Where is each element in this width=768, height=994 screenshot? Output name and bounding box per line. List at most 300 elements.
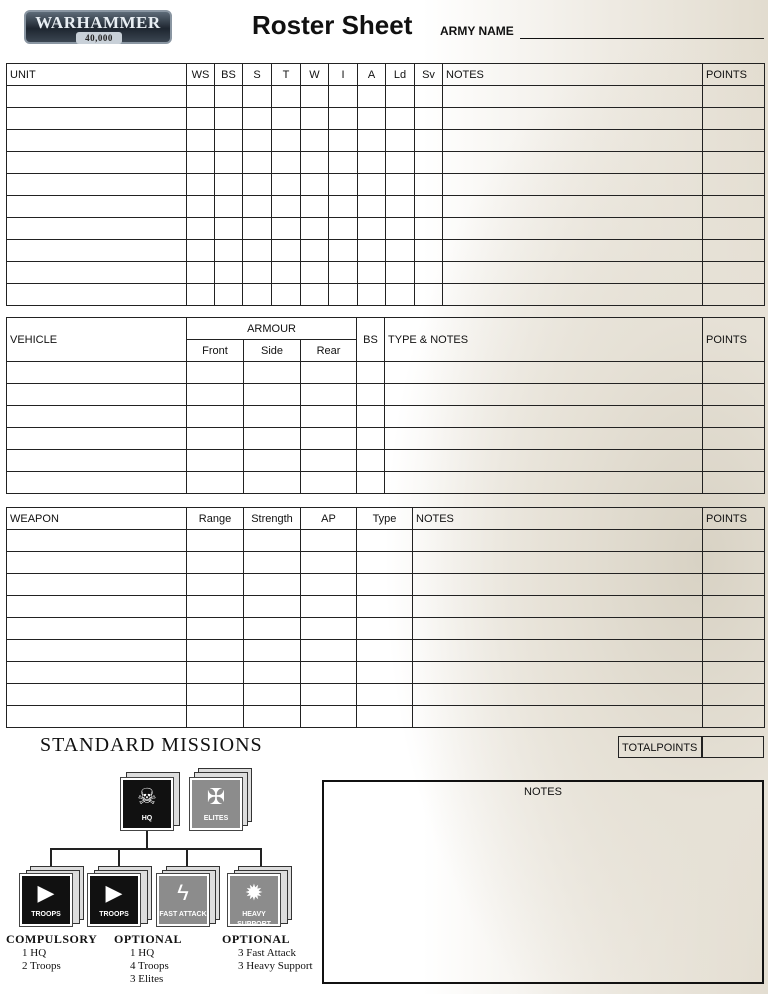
vehicle-entry-cell[interactable] [301,428,357,450]
unit-entry-cell[interactable] [187,284,215,306]
weapon-entry-cell[interactable] [413,706,703,728]
unit-row [7,86,765,108]
weapon-entry-cell[interactable] [187,662,244,684]
unit-row [7,262,765,284]
unit-entry-cell[interactable] [443,240,703,262]
weapon-entry-cell[interactable] [357,662,413,684]
units-header-cell: WS [187,64,215,86]
elites-card [190,778,242,830]
unit-entry-cell[interactable] [301,152,329,174]
armour-front-header: Front [187,340,244,362]
unit-entry-cell[interactable] [329,130,358,152]
unit-entry-cell[interactable] [215,240,243,262]
unit-entry-cell[interactable] [443,152,703,174]
unit-entry-cell[interactable] [7,284,187,306]
weapon-entry-cell[interactable] [7,706,187,728]
vehicle-points-header: POINTS [703,318,765,362]
unit-entry-cell[interactable] [272,284,301,306]
weapon-entry-cell[interactable] [244,684,301,706]
vehicle-entry-cell[interactable] [301,384,357,406]
units-header-cell: A [358,64,386,86]
army-name-label: ARMY NAME [440,24,514,38]
weapon-entry-cell[interactable] [187,640,244,662]
weapon-entry-cell[interactable] [357,640,413,662]
group-item: 1 HQ [22,947,47,959]
weapon-entry-cell[interactable] [357,574,413,596]
skull-icon: ☠ [137,784,157,809]
unit-entry-cell[interactable] [215,108,243,130]
lightning-icon: ϟ [177,880,189,905]
vehicle-entry-cell[interactable] [7,362,187,384]
unit-entry-cell[interactable] [301,130,329,152]
weapon-entry-cell[interactable] [413,574,703,596]
vehicle-entry-cell[interactable] [703,472,765,494]
unit-entry-cell[interactable] [272,196,301,218]
vehicle-entry-cell[interactable] [385,450,703,472]
unit-entry-cell[interactable] [272,262,301,284]
unit-entry-cell[interactable] [386,262,415,284]
type-notes-header: TYPE & NOTES [385,318,703,362]
total-points-field[interactable] [702,736,764,758]
weapon-entry-cell[interactable] [357,618,413,640]
unit-entry-cell[interactable] [703,240,765,262]
weapon-entry-cell[interactable] [413,640,703,662]
armour-header: ARMOUR [187,318,357,340]
weapon-entry-cell[interactable] [413,662,703,684]
unit-entry-cell[interactable] [415,86,443,108]
unit-entry-cell[interactable] [7,152,187,174]
weapon-entry-cell[interactable] [187,574,244,596]
warhammer-40000-logo [24,10,172,44]
unit-entry-cell[interactable] [703,262,765,284]
page-title: Roster Sheet [252,10,413,40]
weapon-entry-cell[interactable] [187,596,244,618]
unit-entry-cell[interactable] [7,240,187,262]
weapon-row [7,684,765,706]
unit-entry-cell[interactable] [329,108,358,130]
vehicle-entry-cell[interactable] [703,406,765,428]
weapons-header-cell: Range [187,508,244,530]
optional-group-1 [114,932,182,986]
vehicle-entry-cell[interactable] [7,428,187,450]
group-item: 3 Heavy Support [238,960,313,972]
weapon-entry-cell[interactable] [301,552,357,574]
unit-entry-cell[interactable] [7,218,187,240]
unit-entry-cell[interactable] [272,152,301,174]
unit-entry-cell[interactable] [272,218,301,240]
weapon-entry-cell[interactable] [7,552,187,574]
units-header-cell: POINTS [703,64,765,86]
unit-entry-cell[interactable] [358,108,386,130]
unit-row [7,196,765,218]
units-table [6,63,765,306]
vehicle-entry-cell[interactable] [385,362,703,384]
vehicle-entry-cell[interactable] [187,450,244,472]
unit-entry-cell[interactable] [187,86,215,108]
fast-attack-card [157,874,209,926]
notes-box[interactable] [322,780,764,984]
troops-card-label: TROOPS [99,911,129,918]
unit-entry-cell[interactable] [703,196,765,218]
unit-entry-cell[interactable] [187,130,215,152]
unit-entry-cell[interactable] [215,86,243,108]
unit-entry-cell[interactable] [243,218,272,240]
unit-entry-cell[interactable] [301,240,329,262]
weapon-entry-cell[interactable] [244,596,301,618]
weapon-entry-cell[interactable] [7,596,187,618]
unit-entry-cell[interactable] [7,174,187,196]
weapon-entry-cell[interactable] [301,662,357,684]
vehicle-entry-cell[interactable] [357,472,385,494]
unit-entry-cell[interactable] [386,86,415,108]
unit-entry-cell[interactable] [215,196,243,218]
group-item: 1 HQ [130,947,155,959]
weapon-entry-cell[interactable] [187,684,244,706]
unit-entry-cell[interactable] [415,240,443,262]
unit-entry-cell[interactable] [415,108,443,130]
vehicle-entry-cell[interactable] [187,428,244,450]
vehicles-table [6,317,765,494]
weapon-entry-cell[interactable] [7,662,187,684]
weapon-entry-cell[interactable] [413,530,703,552]
unit-entry-cell[interactable] [443,130,703,152]
vehicle-row [7,406,765,428]
vehicle-header: VEHICLE [7,318,187,362]
vehicle-entry-cell[interactable] [7,472,187,494]
unit-entry-cell[interactable] [301,284,329,306]
unit-entry-cell[interactable] [243,152,272,174]
vehicle-entry-cell[interactable] [357,428,385,450]
unit-entry-cell[interactable] [703,284,765,306]
unit-entry-cell[interactable] [329,86,358,108]
unit-entry-cell[interactable] [703,174,765,196]
unit-entry-cell[interactable] [272,86,301,108]
unit-entry-cell[interactable] [443,86,703,108]
vehicle-entry-cell[interactable] [187,406,244,428]
unit-entry-cell[interactable] [329,174,358,196]
unit-entry-cell[interactable] [415,284,443,306]
weapon-entry-cell[interactable] [703,618,765,640]
unit-entry-cell[interactable] [358,262,386,284]
vehicle-entry-cell[interactable] [7,450,187,472]
unit-entry-cell[interactable] [703,130,765,152]
play-arrow-icon: ▶ [37,880,55,905]
unit-entry-cell[interactable] [415,196,443,218]
hq-card-label: HQ [141,815,153,822]
weapon-entry-cell[interactable] [301,574,357,596]
weapon-row [7,662,765,684]
weapon-entry-cell[interactable] [301,684,357,706]
units-header-cell: Sv [415,64,443,86]
weapon-entry-cell[interactable] [301,618,357,640]
weapon-entry-cell[interactable] [244,530,301,552]
weapon-entry-cell[interactable] [413,552,703,574]
unit-entry-cell[interactable] [301,108,329,130]
unit-entry-cell[interactable] [187,240,215,262]
vehicle-entry-cell[interactable] [301,450,357,472]
vehicle-entry-cell[interactable] [385,406,703,428]
weapon-entry-cell[interactable] [244,574,301,596]
weapon-entry-cell[interactable] [413,596,703,618]
unit-entry-cell[interactable] [415,218,443,240]
weapon-entry-cell[interactable] [357,596,413,618]
weapon-entry-cell[interactable] [244,552,301,574]
unit-row [7,130,765,152]
weapon-entry-cell[interactable] [187,552,244,574]
unit-entry-cell[interactable] [443,218,703,240]
unit-entry-cell[interactable] [243,284,272,306]
weapon-entry-cell[interactable] [357,684,413,706]
unit-entry-cell[interactable] [187,218,215,240]
unit-entry-cell[interactable] [329,262,358,284]
unit-entry-cell[interactable] [243,86,272,108]
group-item: 3 Fast Attack [238,947,297,959]
weapon-entry-cell[interactable] [301,596,357,618]
vehicle-entry-cell[interactable] [187,384,244,406]
org-chart-connector [146,830,148,848]
unit-entry-cell[interactable] [358,196,386,218]
units-header-cell: UNIT [7,64,187,86]
unit-entry-cell[interactable] [243,196,272,218]
weapon-entry-cell[interactable] [703,574,765,596]
org-chart-connector [260,848,262,866]
unit-entry-cell[interactable] [358,174,386,196]
unit-entry-cell[interactable] [272,130,301,152]
unit-entry-cell[interactable] [703,218,765,240]
armour-side-header: Side [244,340,301,362]
unit-entry-cell[interactable] [703,86,765,108]
unit-entry-cell[interactable] [415,174,443,196]
unit-entry-cell[interactable] [215,262,243,284]
weapons-table [6,507,765,728]
weapon-entry-cell[interactable] [413,684,703,706]
unit-entry-cell[interactable] [386,240,415,262]
unit-entry-cell[interactable] [301,86,329,108]
vehicle-entry-cell[interactable] [244,362,301,384]
vehicle-entry-cell[interactable] [301,406,357,428]
unit-entry-cell[interactable] [386,174,415,196]
group-item: 4 Troops [130,960,169,972]
vehicle-entry-cell[interactable] [357,362,385,384]
unit-entry-cell[interactable] [301,218,329,240]
logo-main-text: WARHAMMER [35,13,161,32]
unit-entry-cell[interactable] [243,108,272,130]
play-arrow-icon: ▶ [105,880,123,905]
unit-entry-cell[interactable] [272,108,301,130]
unit-entry-cell[interactable] [215,152,243,174]
weapon-entry-cell[interactable] [301,706,357,728]
unit-entry-cell[interactable] [386,130,415,152]
weapon-entry-cell[interactable] [703,684,765,706]
vehicle-row [7,362,765,384]
unit-entry-cell[interactable] [386,108,415,130]
unit-entry-cell[interactable] [187,262,215,284]
vehicle-entry-cell[interactable] [244,384,301,406]
troops-card [20,874,72,926]
weapon-entry-cell[interactable] [7,618,187,640]
unit-entry-cell[interactable] [215,174,243,196]
unit-row [7,108,765,130]
unit-entry-cell[interactable] [215,284,243,306]
weapon-entry-cell[interactable] [357,530,413,552]
weapon-row [7,530,765,552]
unit-entry-cell[interactable] [301,174,329,196]
org-chart-connector [118,848,120,866]
unit-entry-cell[interactable] [443,262,703,284]
explosion-icon: ✹ [244,880,264,905]
units-header-row [7,64,765,86]
unit-entry-cell[interactable] [215,218,243,240]
org-chart-connector [186,848,188,866]
weapon-entry-cell[interactable] [703,552,765,574]
unit-entry-cell[interactable] [386,218,415,240]
vehicle-entry-cell[interactable] [703,450,765,472]
unit-entry-cell[interactable] [443,174,703,196]
vehicle-entry-cell[interactable] [7,406,187,428]
weapon-entry-cell[interactable] [301,640,357,662]
unit-entry-cell[interactable] [329,284,358,306]
vehicle-entry-cell[interactable] [187,362,244,384]
unit-entry-cell[interactable] [187,108,215,130]
unit-entry-cell[interactable] [243,262,272,284]
units-header-cell: I [329,64,358,86]
unit-entry-cell[interactable] [7,130,187,152]
unit-entry-cell[interactable] [187,152,215,174]
unit-entry-cell[interactable] [358,284,386,306]
unit-entry-cell[interactable] [443,108,703,130]
vehicle-entry-cell[interactable] [703,384,765,406]
unit-entry-cell[interactable] [215,130,243,152]
compulsory-group [6,932,97,973]
unit-entry-cell[interactable] [358,130,386,152]
fast-attack-card-label: FAST ATTACK [159,911,207,918]
unit-entry-cell[interactable] [443,196,703,218]
unit-entry-cell[interactable] [272,174,301,196]
vehicle-entry-cell[interactable] [385,384,703,406]
vehicle-entry-cell[interactable] [703,428,765,450]
vehicle-bs-header: BS [357,318,385,362]
vehicle-entry-cell[interactable] [187,472,244,494]
troops-card [88,874,140,926]
vehicle-entry-cell[interactable] [244,450,301,472]
unit-entry-cell[interactable] [329,152,358,174]
weapon-entry-cell[interactable] [244,618,301,640]
vehicle-entry-cell[interactable] [244,428,301,450]
unit-entry-cell[interactable] [415,262,443,284]
unit-entry-cell[interactable] [7,86,187,108]
org-chart-connector [50,848,52,866]
weapon-entry-cell[interactable] [7,640,187,662]
vehicle-entry-cell[interactable] [703,362,765,384]
weapon-entry-cell[interactable] [244,662,301,684]
weapon-row [7,640,765,662]
unit-row [7,240,765,262]
weapon-entry-cell[interactable] [244,706,301,728]
unit-entry-cell[interactable] [703,108,765,130]
unit-entry-cell[interactable] [358,240,386,262]
weapon-entry-cell[interactable] [703,662,765,684]
unit-entry-cell[interactable] [272,240,301,262]
unit-entry-cell[interactable] [358,86,386,108]
unit-entry-cell[interactable] [329,196,358,218]
unit-row [7,284,765,306]
unit-entry-cell[interactable] [415,130,443,152]
vehicle-entry-cell[interactable] [7,384,187,406]
elites-card-label: ELITES [203,815,229,822]
weapons-header-cell: Strength [244,508,301,530]
weapon-entry-cell[interactable] [357,706,413,728]
unit-entry-cell[interactable] [187,196,215,218]
vehicle-entry-cell[interactable] [357,450,385,472]
unit-entry-cell[interactable] [329,240,358,262]
unit-entry-cell[interactable] [7,262,187,284]
army-name-field[interactable] [520,38,764,39]
weapon-entry-cell[interactable] [703,530,765,552]
hq-card [121,778,173,830]
unit-entry-cell[interactable] [301,262,329,284]
unit-entry-cell[interactable] [187,174,215,196]
weapon-entry-cell[interactable] [187,706,244,728]
unit-entry-cell[interactable] [443,284,703,306]
vehicle-entry-cell[interactable] [357,384,385,406]
vehicle-entry-cell[interactable] [244,472,301,494]
troops-card-label: TROOPS [31,911,61,918]
unit-entry-cell[interactable] [386,284,415,306]
weapon-entry-cell[interactable] [703,706,765,728]
logo-sub-text: 40,000 [76,32,122,44]
unit-entry-cell[interactable] [358,152,386,174]
vehicle-entry-cell[interactable] [244,406,301,428]
weapons-header-cell: POINTS [703,508,765,530]
weapon-entry-cell[interactable] [7,530,187,552]
unit-entry-cell[interactable] [358,218,386,240]
vehicle-entry-cell[interactable] [357,406,385,428]
weapon-entry-cell[interactable] [244,640,301,662]
unit-entry-cell[interactable] [703,152,765,174]
weapon-entry-cell[interactable] [301,530,357,552]
weapon-entry-cell[interactable] [703,596,765,618]
unit-entry-cell[interactable] [243,174,272,196]
unit-entry-cell[interactable] [7,196,187,218]
vehicle-row [7,428,765,450]
weapon-entry-cell[interactable] [703,640,765,662]
weapons-header-cell: AP [301,508,357,530]
unit-entry-cell[interactable] [7,108,187,130]
unit-entry-cell[interactable] [386,196,415,218]
units-header-cell: T [272,64,301,86]
unit-entry-cell[interactable] [243,130,272,152]
weapon-entry-cell[interactable] [187,618,244,640]
unit-entry-cell[interactable] [329,218,358,240]
weapon-entry-cell[interactable] [7,684,187,706]
units-header-cell: W [301,64,329,86]
unit-entry-cell[interactable] [415,152,443,174]
weapon-entry-cell[interactable] [357,552,413,574]
weapon-entry-cell[interactable] [187,530,244,552]
vehicle-entry-cell[interactable] [301,472,357,494]
vehicle-entry-cell[interactable] [385,472,703,494]
unit-entry-cell[interactable] [301,196,329,218]
armour-rear-header: Rear [301,340,357,362]
vehicle-entry-cell[interactable] [385,428,703,450]
weapon-row [7,618,765,640]
weapon-entry-cell[interactable] [413,618,703,640]
unit-entry-cell[interactable] [243,240,272,262]
unit-entry-cell[interactable] [386,152,415,174]
weapons-header-cell: Type [357,508,413,530]
vehicle-entry-cell[interactable] [301,362,357,384]
weapon-entry-cell[interactable] [7,574,187,596]
